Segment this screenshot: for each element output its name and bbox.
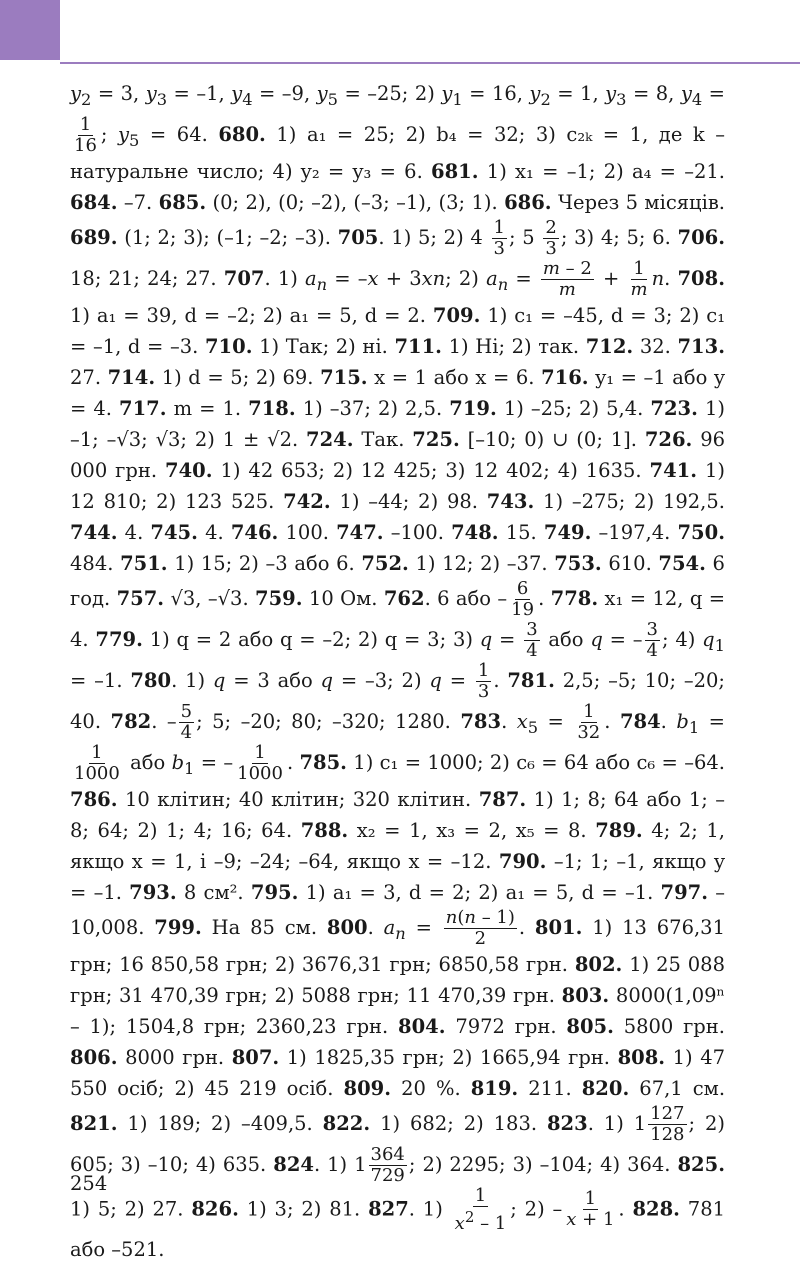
answer-text: 100.: [285, 520, 329, 544]
answer-num: 725.: [412, 427, 460, 451]
answer-text: 2) 2295; 3) –104; 4) 364.: [422, 1152, 671, 1176]
answer-text: 1) a₁ = 25; 2) b₄ = 32; 3) c₂ₖ = 1, де k – натуральне число; 4) y₂ = y₃ = 6.: [70, 122, 725, 183]
answer-text: 1) c₁ = 1000; 2) c₆ = 64 або c₆ = –64.: [353, 750, 725, 774]
answer-text: m = 1.: [173, 396, 242, 420]
answer-num: 790.: [498, 849, 547, 873]
answer-num: 719.: [449, 396, 497, 420]
answer-num: 788.: [300, 818, 349, 842]
answer-num: 746.: [230, 520, 279, 544]
answer-text: 2,5; –5; 10; –20; 40.: [70, 668, 725, 733]
answer-num: 826.: [191, 1197, 239, 1221]
answer-num: 753.: [554, 551, 602, 575]
answer-text: –1; 1; –1, якщо y = –1.: [70, 849, 725, 904]
answer-text: 1) –25; 2) 5,4.: [503, 396, 644, 420]
answer-text: 1) Ні; 2) так.: [448, 334, 580, 358]
answer-num: 797.: [660, 880, 709, 904]
answer-text: 1) 5; 2) 27.: [70, 1197, 184, 1221]
answer-num: 759.: [255, 586, 303, 610]
answer-text: 1) –37; 2) 2,5.: [302, 396, 443, 420]
answer-text: 15.: [505, 520, 537, 544]
answer-text: 32.: [639, 334, 671, 358]
answer-text: 1) 47 550 осіб; 2) 45 219 осіб.: [70, 1045, 726, 1100]
answer-num: 808.: [617, 1045, 666, 1069]
answer-num: 747.: [336, 520, 384, 544]
answer-num: 717.: [119, 396, 167, 420]
answer-text: 1) 682; 2) 183.: [380, 1111, 538, 1135]
answer-num: 715.: [320, 365, 368, 389]
chapter-tab: [0, 0, 60, 60]
answer-text: –7.: [123, 190, 153, 214]
answer-text: 7972 грн.: [455, 1014, 557, 1038]
answer-num: 795.: [250, 880, 299, 904]
answer-text: 8000 грн.: [125, 1045, 225, 1069]
answer-num: 809.: [343, 1076, 392, 1100]
answer-num: 723.: [650, 396, 698, 420]
answer-text: 96 000 грн.: [70, 427, 726, 482]
answer-num: 708.: [677, 266, 725, 290]
answer-num: 828.: [632, 1197, 680, 1221]
answer-num: 706.: [677, 225, 726, 249]
answer-text: 1) 13 676,31 грн; 16 850,58 грн; 2) 3676,31 грн; 6850,58 грн.: [70, 915, 725, 976]
answer-text: –100.: [390, 520, 444, 544]
answer-num: 786.: [70, 787, 118, 811]
answer-text: 1) 42 653; 2) 12 425; 3) 12 402; 4) 1635.: [220, 458, 642, 482]
answer-num: 744.: [70, 520, 118, 544]
answer-text: 1) 189; 2) –409,5.: [127, 1111, 313, 1135]
answer-text: 1) 1; 8; 64 або 1; –8; 64; 2) 1; 4; 16; 64.: [70, 787, 726, 842]
answer-text: √3, –√3.: [170, 586, 249, 610]
answer-num: 710.: [204, 334, 253, 358]
answer-text: 1) 25 088 грн; 31 470,39 грн; 2) 5088 грн; 11 470,39 грн.: [70, 952, 725, 1007]
answer-text: –10,008.: [70, 880, 726, 939]
answer-num: 779.: [95, 627, 143, 651]
answer-text: 1) 1825,35 грн; 2) 1665,94 грн.: [286, 1045, 610, 1069]
answer-num: 742.: [283, 489, 331, 513]
answer-num: 749.: [543, 520, 592, 544]
answer-text: 1) 15; 2) –3 або 6.: [174, 551, 355, 575]
header-rule: [60, 62, 800, 64]
answer-num: 680.: [218, 122, 266, 146]
answer-text: 1) –44; 2) 98.: [339, 489, 478, 513]
answer-num: 743.: [486, 489, 535, 513]
answer-text: 27.: [70, 365, 102, 389]
answer-text: 1) d = 5; 2) 69.: [161, 365, 314, 389]
answer-num: 751.: [120, 551, 168, 575]
answer-num: 825.: [677, 1152, 725, 1176]
answer-num: 750.: [677, 520, 725, 544]
answer-num: 709.: [432, 303, 481, 327]
answer-num: 714.: [107, 365, 156, 389]
answer-num: 804.: [398, 1014, 446, 1038]
answer-num: 726.: [644, 427, 693, 451]
answer-num: 754.: [658, 551, 706, 575]
answer-text: 1) 3; 2) 81.: [246, 1197, 361, 1221]
answer-text: 1) a₁ = 39, d = –2; 2) a₁ = 5, d = 2.: [70, 303, 426, 327]
answer-text: 1) –275; 2) 192,5.: [543, 489, 725, 513]
answer-text: 1) x₁ = –1; 2) a₄ = –21.: [486, 159, 726, 183]
answer-text: 781 або –521.: [70, 1197, 726, 1261]
answer-num: 821.: [70, 1111, 118, 1135]
answer-text: y₁ = –1 або y = 4.: [70, 365, 725, 420]
answer-num: 819.: [470, 1076, 519, 1100]
answer-text: x₂ = 1, x₃ = 2, x₅ = 8.: [356, 818, 587, 842]
answer-text: На 85 см.: [211, 915, 318, 939]
answer-text: 20 %.: [401, 1076, 461, 1100]
answer-text: x = 1 або x = 6.: [374, 365, 535, 389]
answer-num: 805.: [566, 1014, 614, 1038]
answer-text: 8000(1,09ⁿ – 1); 1504,8 грн; 2360,23 грн.: [70, 983, 725, 1038]
answer-num: 713.: [677, 334, 725, 358]
answer-text: 484.: [70, 551, 114, 575]
answer-text: 67,1 см.: [639, 1076, 726, 1100]
answer-text: (0; 2), (0; –2), (–3; –1), (3; 1).: [212, 190, 498, 214]
answer-num: 681.: [431, 159, 479, 183]
answer-num: 741.: [649, 458, 698, 482]
answer-num: 820.: [581, 1076, 630, 1100]
answer-num: 801.: [534, 915, 583, 939]
answers-text: $y_2 = 3$, $y_3 = -1$, $y_4 = -9$, $y_5 = -25$; 2) $y_1 = 16$, $y_2 = 1$, $y_3 = 8$, $y_4$ = $\frac{1}{16}$ ; $y_5 = 64$. 680. 1) a₁ = 25; 2) b₄ = 32; 3) c₂ₖ = 1, де k – натуральне число; 4) y₂ = y₃ = 6. 681. 1) x₁ = –1; 2) a₄ = –21. 684. –7. 685. (0; 2), (0; –2), (–3; –1), (3; 1). 686. Через 5 місяців. 689. (1; 2; 3); (–1; –2; –3). 705. 1) 5; 2) 4 $\frac{1}{3}$ ; 5 $\frac{2}{3}$ ; 3) 4; 5; 6. 706. 18; 21; 24; 27. 707. 1) $a_n = -x + 3xn$; 2) $a_n$ = $\frac{m - 2}{m}$ + $\frac{1}{m}$ n. 708. 1) a₁ = 39, d = –2; 2) a₁ = 5, d = 2. 709. 1) c₁ = –45, d = 3; 2) c₁ = –1, d = –3. 710. 1) Так; 2) ні. 711. 1) Ні; 2) так. 712. 32. 713. 27. 714. 1) d = 5; 2) 69. 715. x = 1 або x = 6. 716. y₁ = –1 або y = 4. 717. m = 1. 718. 1) –37; 2) 2,5. 719. 1) –25; 2) 5,4. 723. 1) –1; –√3; √3; 2) 1 ± √2. 724. Так. 725. [–10; 0) ∪ (0; 1]. 726. 96 000 грн. 740. 1) 42 653; 2) 12 425; 3) 12 402; 4) 1635. 741. 1) 12 810; 2) 123 525. 742. 1) –44; 2) 98. 743. 1) –275; 2) 192,5. 744. 4. 745. 4. 746. 100. 747. –100. 748. 15. 749. –197,4. 750. 484. 751. 1) 15; 2) –3 або 6. 752. 1) 12; 2) –37. 753. 610. 754. 6 год. 757. √3, –√3. 759. 10 Ом. 762. 6 або – $\frac{6}{19}$ . 778. x₁ = 12, q = 4. 779. 1) q = 2 або q = –2; 2) q = 3; 3) q = $\frac{3}{4}$ або q = – $\frac{3}{4}$ ; 4) $q_1 = -1$. 780. 1) q = 3 або q = –3; 2) q = $\frac{1}{3}$ . 781. 2,5; –5; 10; –20; 40. 782. – $\frac{5}{4}$ ; 5; –20; 80; –320; 1280. 783. $x_5$ = $\frac{1}{32}$ . 784. $b_1$ = $\frac{1}{1000}$ або $b_1$ = – $\frac{1}{1000}$ . 785. 1) c₁ = 1000; 2) c₆ = 64 або c₆ = –64. 786. 10 клітин; 40 клітин; 320 клітин. 787. 1) 1; 8; 64 або 1; –8; 64; 2) 1; 4; 16; 64. 788. x₂ = 1, x₃ = 2, x₅ = 8. 789. 4; 2; 1, якщо x = 1, і –9; –24; –64, якщо x = –12. 790. –1; 1; –1, якщо y = –1. 793. 8 см². 795. 1) a₁ = 3, d = 2; 2) a₁ = 5, d = –1. 797. –10,008. 799. На 85 см. 800. $a_n$ = $\frac{n(n - 1)}{2}$ . 801. 1) 13 676,31 грн; 16 850,58 грн; 2) 3676,31 грн; 6850,58 грн. 802. 1) 25 088 грн; 31 470,39 грн; 2) 5088 грн; 11 470,39 грн. 803. 8000(1,09ⁿ – 1); 1504,8 грн; 2360,23 грн. 804. 7972 грн. 805. 5800 грн. 806. 8000 грн. 807. 1) 1825,35 грн; 2) 1665,94 грн. 808. 1) 47 550 осіб; 2) 45 219 осіб. 809. 20 %. 819. 211. 820. 67,1 см. 821. 1) 189; 2) –409,5. 822. 1) 682; 2) 183. 823. 1) 1 $\frac{127}{128}$ ; 2) 605; 3) –10; 4) 635. 824. 1) 1 $\frac{364}{729}$ ; 2) 2295; 3) –104; 4) 364. 825. 1) 5; 2) 27. 826. 1) 3; 2) 81. 827. 1) $\frac{1}{x^2 - 1}$ ; 2) – $\frac{1}{x + 1}$ . 828. 781 або –521.: [70, 82, 726, 1261]
answer-num: 803.: [561, 983, 610, 1007]
answer-text: 6 год.: [70, 551, 725, 610]
answer-num: 781.: [507, 668, 555, 692]
answer-text: 18; 21; 24; 27.: [70, 266, 217, 290]
answer-text: 3) –10; 4) 635.: [120, 1152, 267, 1176]
answer-num: 718.: [248, 396, 296, 420]
answer-num: 752.: [361, 551, 409, 575]
answer-num: 806.: [70, 1045, 118, 1069]
answer-text: 211.: [528, 1076, 572, 1100]
answer-text: 1) –1; –√3; √3; 2) 1 ± √2.: [70, 396, 725, 451]
answer-num: 793.: [129, 880, 177, 904]
answer-text: –197,4.: [598, 520, 671, 544]
answer-text: (1; 2; 3); (–1; –2; –3).: [124, 225, 331, 249]
answer-text: 1) Так; 2) ні.: [259, 334, 388, 358]
answer-text: 1) q = 2 або q = –2; 2) q = 3;: [149, 627, 447, 651]
answer-num: 799.: [154, 915, 202, 939]
answer-text: 4; 2; 1, якщо x = 1, і –9; –24; –64, якщо x = –12.: [70, 818, 725, 873]
answer-num: 740.: [165, 458, 213, 482]
answer-text: 5800 грн.: [623, 1014, 725, 1038]
answer-text: 8 см².: [183, 880, 244, 904]
answer-num: 712.: [585, 334, 634, 358]
answer-num: 822.: [322, 1111, 371, 1135]
answer-num: 711.: [394, 334, 442, 358]
answer-num: 785.: [299, 750, 347, 774]
answer-text: 4.: [205, 520, 224, 544]
answer-num: 748.: [451, 520, 499, 544]
answer-text: 1) 12; 2) –37.: [415, 551, 548, 575]
answer-text: 1) a₁ = 3, d = 2; 2) a₁ = 5, d = –1.: [305, 880, 654, 904]
answer-num: 689.: [70, 225, 118, 249]
answer-num: 778.: [550, 586, 599, 610]
answer-num: 745.: [150, 520, 198, 544]
answer-text: [–10; 0) ∪ (0; 1].: [467, 427, 637, 451]
answer-num: 807.: [231, 1045, 280, 1069]
answer-text: Через 5 місяців.: [557, 190, 726, 214]
answer-num: 789.: [595, 818, 643, 842]
page-number: 254: [70, 1172, 108, 1195]
answer-num: 757.: [116, 586, 165, 610]
answer-text: 1) c₁ = –45, d = 3; 2) c₁ = –1, d = –3.: [70, 303, 726, 358]
answer-text: 4.: [124, 520, 144, 544]
answer-text: 10 клітин; 40 клітин; 320 клітин.: [124, 787, 472, 811]
answer-num: 684.: [70, 190, 118, 214]
answer-num: 724.: [306, 427, 354, 451]
answer-text: 1) 12 810; 2) 123 525.: [70, 458, 726, 513]
answer-text: 10 Ом.: [308, 586, 378, 610]
answer-text: Так.: [361, 427, 405, 451]
answer-num: 686.: [504, 190, 552, 214]
answer-num: 787.: [478, 787, 527, 811]
answer-text: 610.: [608, 551, 652, 575]
answer-num: 802.: [574, 952, 623, 976]
answer-text: x₁ = 12, q = 4.: [70, 586, 726, 651]
answer-num: 716.: [541, 365, 589, 389]
answer-num: 685.: [158, 190, 207, 214]
